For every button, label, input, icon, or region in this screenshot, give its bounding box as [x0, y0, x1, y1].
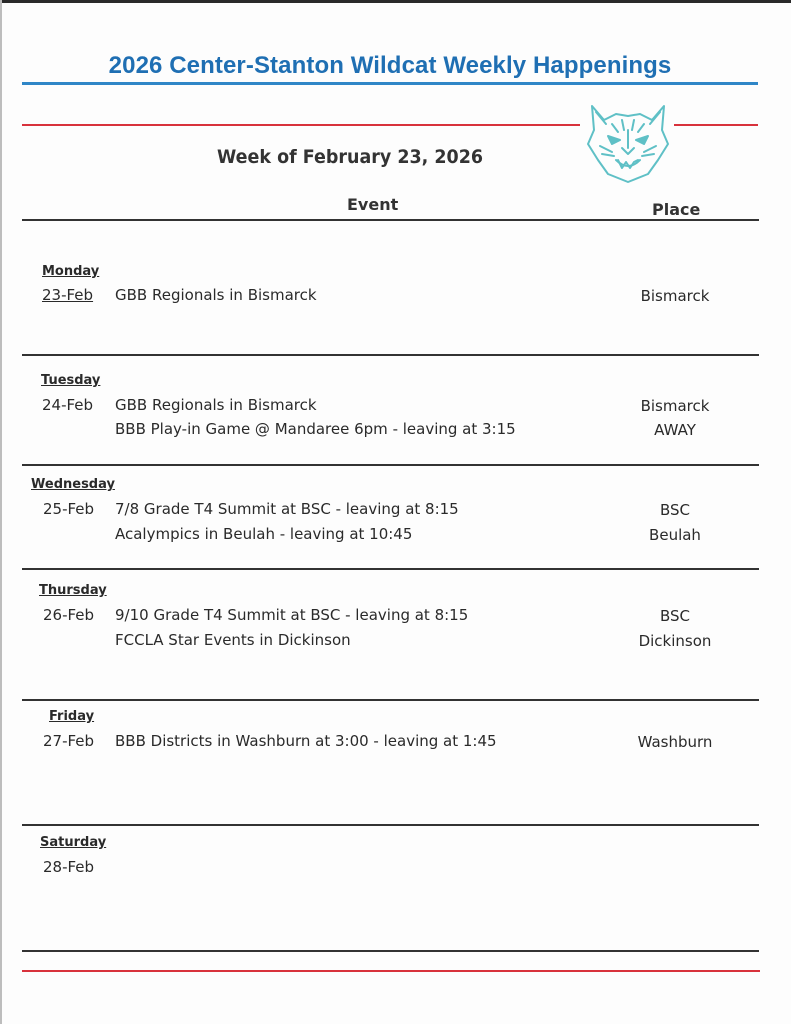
place-item: Dickinson	[638, 632, 712, 650]
event-item: GBB Regionals in Bismarck	[115, 286, 317, 304]
place-item: Bismarck	[640, 397, 710, 415]
event-item: GBB Regionals in Bismarck	[115, 396, 317, 414]
place-column-header: Place	[652, 200, 701, 219]
day-date-wednesday: 25-Feb	[43, 500, 95, 518]
wildcat-mascot-icon	[582, 100, 674, 186]
day-name-saturday: Saturday	[40, 835, 107, 850]
week-of-heading: Week of February 23, 2026	[217, 146, 484, 168]
day-date-monday: 23-Feb	[42, 286, 94, 304]
event-item: Acalympics in Beulah - leaving at 10:45	[115, 525, 413, 543]
place-item: AWAY	[654, 421, 696, 439]
event-item: BBB Play-in Game @ Mandaree 6pm - leaving at 3:15	[115, 420, 516, 438]
place-item: Bismarck	[640, 287, 710, 305]
place-item: Beulah	[649, 526, 701, 544]
event-item: 7/8 Grade T4 Summit at BSC - leaving at 8:15	[115, 500, 459, 518]
title-underline	[22, 82, 758, 85]
day-date-friday: 27-Feb	[43, 732, 95, 750]
day-divider	[22, 824, 759, 826]
day-divider	[22, 568, 759, 570]
day-name-friday: Friday	[49, 709, 95, 724]
event-item: FCCLA Star Events in Dickinson	[115, 631, 351, 649]
day-name-wednesday: Wednesday	[31, 477, 115, 492]
day-divider	[22, 354, 759, 356]
red-divider-left	[22, 124, 580, 126]
red-divider-right	[674, 124, 758, 126]
day-name-thursday: Thursday	[39, 583, 107, 598]
day-divider	[22, 950, 759, 952]
day-name-tuesday: Tuesday	[41, 373, 101, 388]
page-title: 2026 Center-Stanton Wildcat Weekly Happenings	[108, 52, 672, 79]
day-divider	[22, 699, 759, 701]
header-rule	[22, 219, 759, 221]
place-item: BSC	[659, 607, 691, 625]
day-date-saturday: 28-Feb	[43, 858, 95, 876]
place-item: Washburn	[637, 733, 713, 751]
event-column-header: Event	[347, 195, 399, 214]
page-left-edge	[0, 0, 2, 1024]
day-date-tuesday: 24-Feb	[42, 396, 94, 414]
event-item: 9/10 Grade T4 Summit at BSC - leaving at 8:15	[115, 606, 469, 624]
red-divider-bottom	[22, 970, 760, 972]
place-item: BSC	[659, 501, 691, 519]
day-date-thursday: 26-Feb	[43, 606, 95, 624]
day-name-monday: Monday	[42, 264, 100, 279]
day-divider	[22, 464, 759, 466]
page-top-edge	[0, 0, 791, 3]
event-item: BBB Districts in Washburn at 3:00 - leaving at 1:45	[115, 732, 497, 750]
